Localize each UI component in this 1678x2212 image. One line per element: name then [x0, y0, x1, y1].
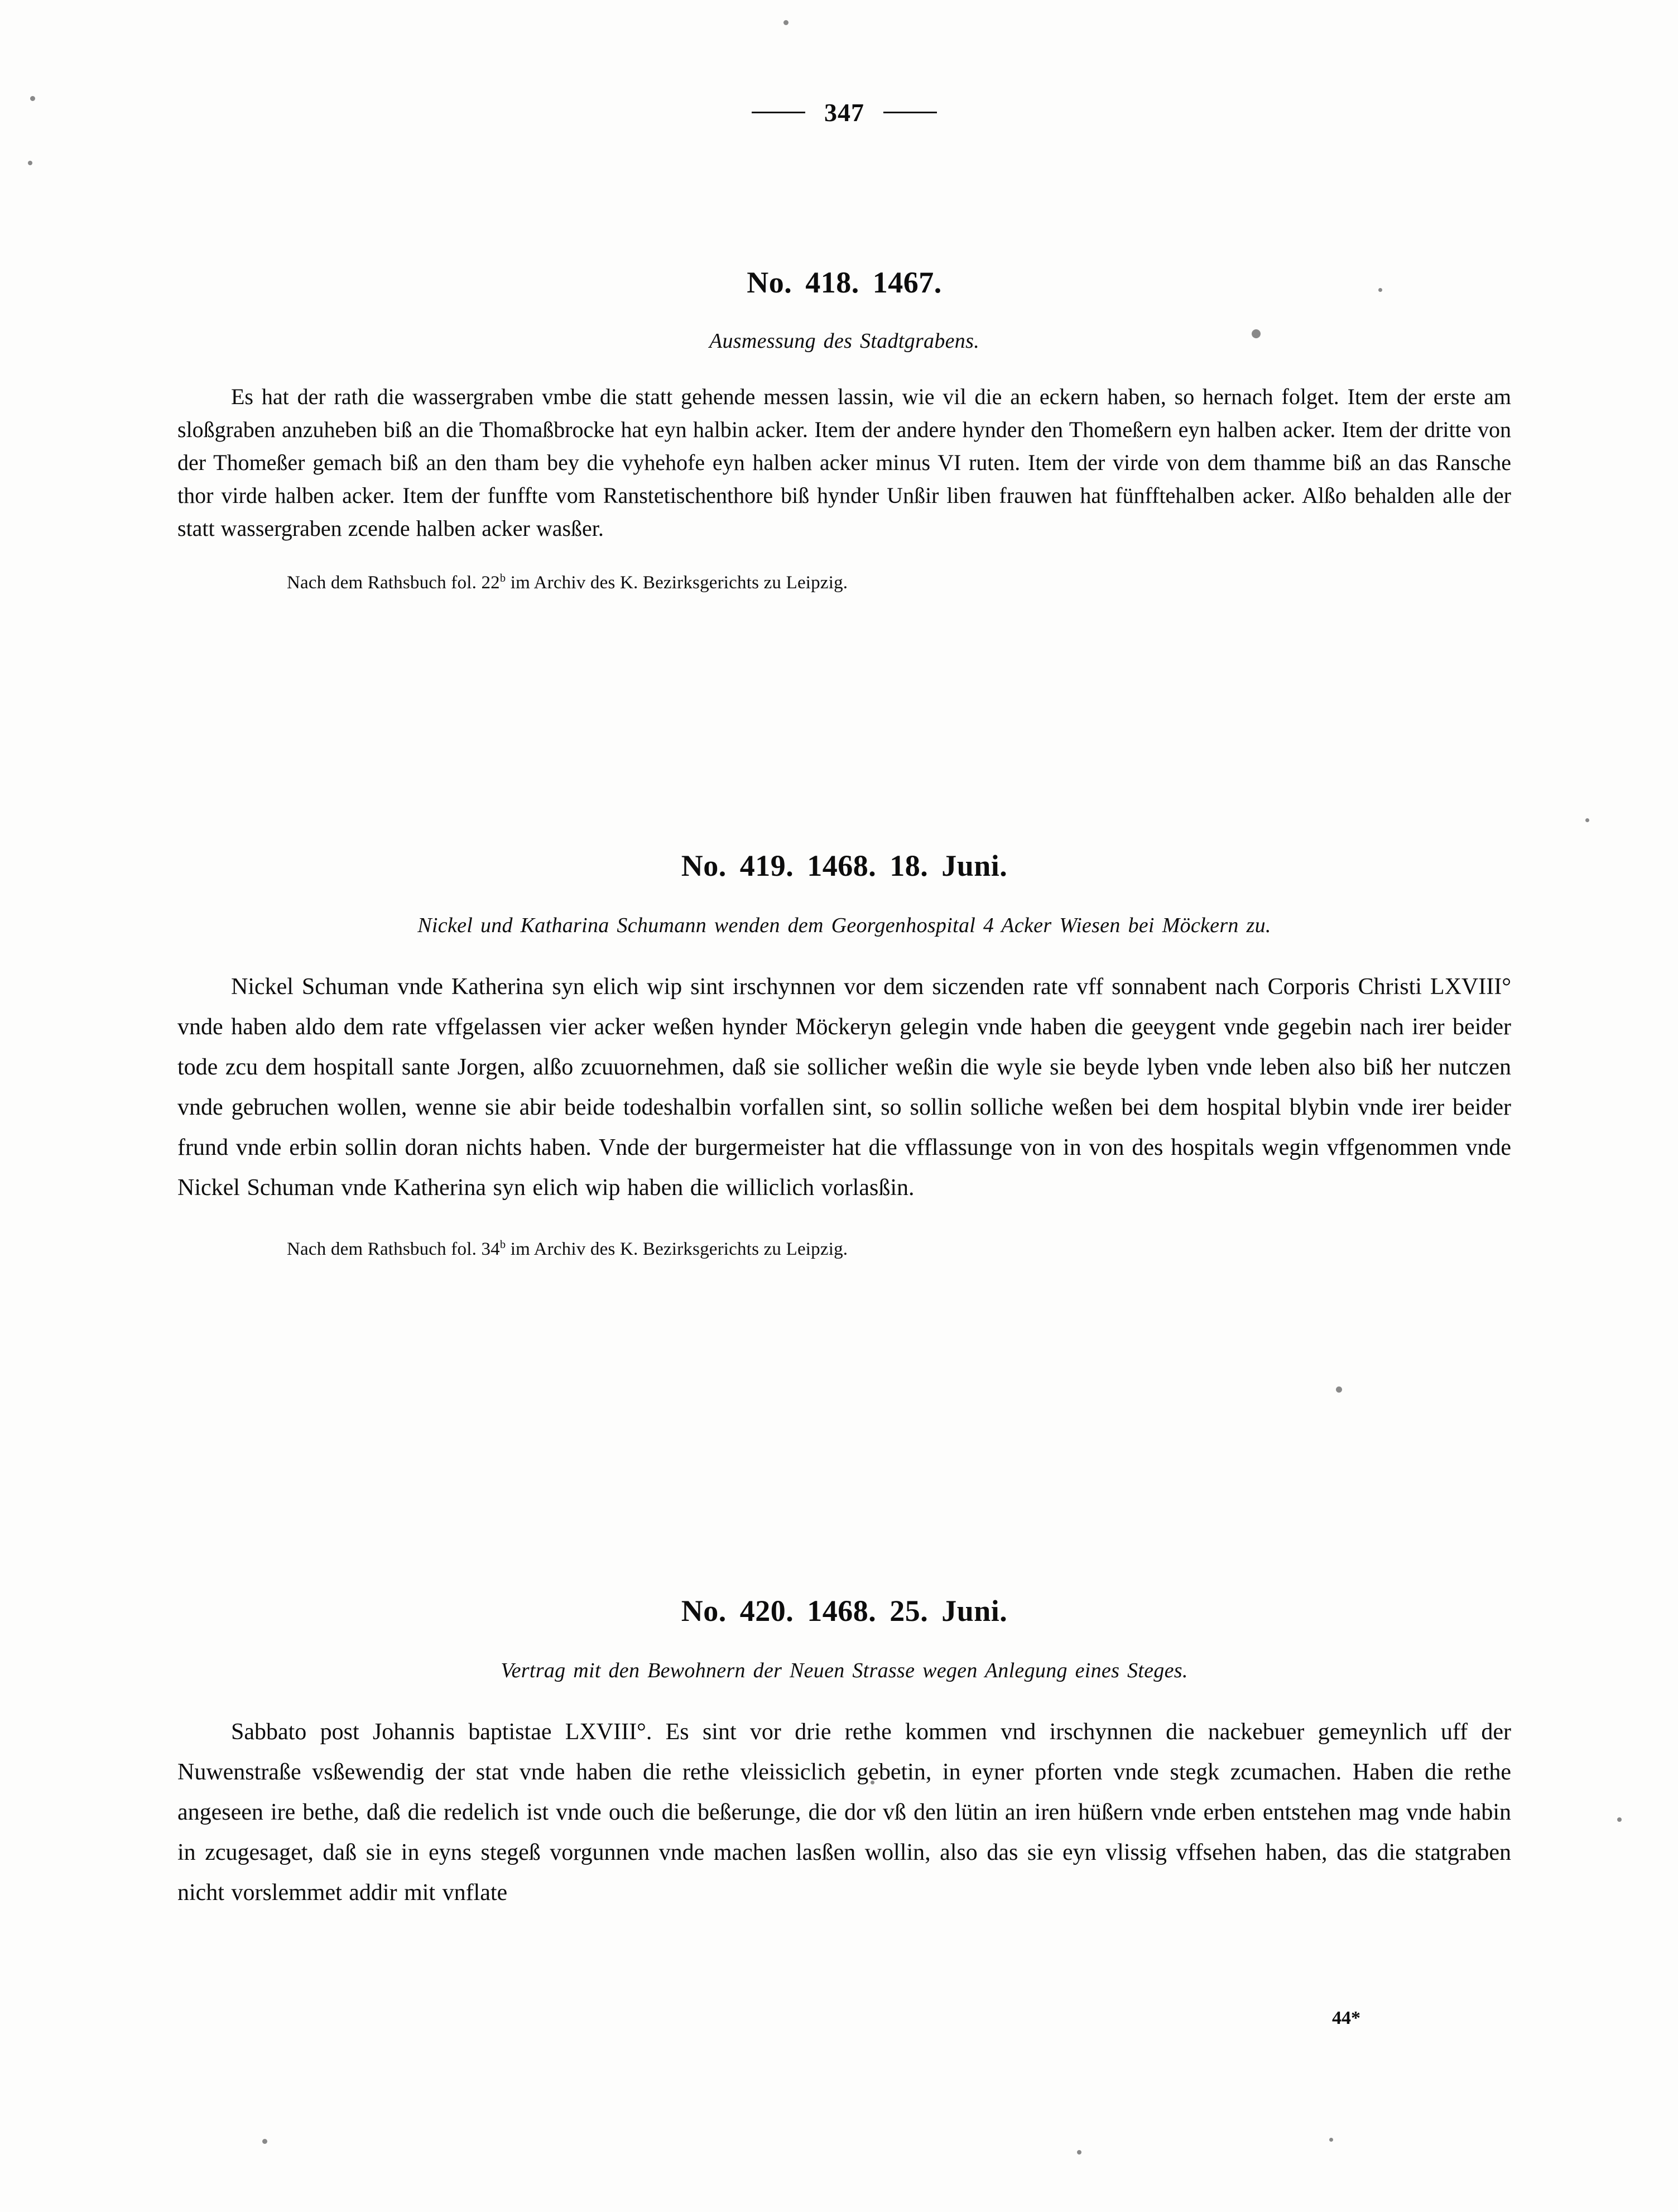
- section-418: [177, 265, 1511, 595]
- scan-speck: [1329, 2138, 1333, 2142]
- scan-speck: [30, 96, 35, 101]
- source-suffix: im Archiv des K. Bezirksgerichts zu Leipzig.: [506, 1239, 848, 1259]
- rule-left-icon: [752, 112, 805, 113]
- signature-mark: 44*: [1332, 2008, 1360, 2028]
- section-420: [177, 1594, 1511, 1913]
- scan-speck: [1585, 818, 1589, 822]
- scan-speck: [28, 161, 32, 165]
- section-subtitle: Nickel und Katharina Schumann wenden dem Georgenhospital 4 Acker Wiesen bei Möckern zu.: [417, 914, 1271, 937]
- section-body: Es hat der rath die wassergraben vmbe die statt gehende messen lassin, wie vil die an eckern haben, so hernach folget. Item der erste am sloßgraben anzuheben biß an die Thomaßbrocke hat eyn halbin acker. Item der andere hynder den Thomeßern eyn halben acker. Item der dritte von der Thomeßer gemach biß an den tham bey die vyhehofe eyn halben acker minus VI ruten. Item der virde von dem thamme biß an das Ransche thor virde halben acker. Item der funffte vom Ranstetischenthore biß hynder Unßir liben frauwen hat fünfftehalben acker. Alßo behalden alle der statt wassergraben zcende halben acker wasßer.: [177, 384, 1511, 541]
- scan-speck: [783, 20, 788, 25]
- source-prefix: Nach dem Rathsbuch fol. 22: [287, 573, 500, 593]
- source-folio-superscript: b: [499, 1239, 506, 1251]
- rule-right-icon: [883, 112, 937, 113]
- scan-speck: [262, 2139, 267, 2144]
- source-prefix: Nach dem Rathsbuch fol. 34: [287, 1239, 500, 1259]
- section-subtitle: Ausmessung des Stadtgrabens.: [709, 329, 979, 353]
- section-source: [177, 570, 1511, 595]
- scan-speck: [1336, 1386, 1342, 1393]
- source-suffix: im Archiv des K. Bezirksgerichts zu Leipzig.: [506, 573, 848, 593]
- source-folio-superscript: b: [499, 572, 506, 584]
- section-419: [177, 848, 1511, 1261]
- section-title: No. 419. 1468. 18. Juni.: [681, 849, 1008, 882]
- section-body: Nickel Schuman vnde Katherina syn elich wip sint irschynnen vor dem siczenden rate vff sonnabent nach Corporis Christi LXVIII° vnde haben aldo dem rate vffgelassen vier acker weßen hynder Möckeryn gelegin vnde haben die geeygent vnde gegebin nach irer beider tode zcu dem hospitall sante Jorgen, alßo zcuuornehmen, daß sie sollicher weßin die wyle sie beyde lyben vnde leben also biß her nutczen vnde gebruchen wollen, wenne sie abir beide todeshalbin vorfallen sint, so sollin solliche weßen bei dem hospital blybin vnde irer beider frund vnde erbin sollin doran nichts haben. Vnde der burgermeister hat die vfflassunge von in von des hospitals wegin vffgenommen vnde Nickel Schuman vnde Katherina syn elich wip haben die williclich vorlasßin.: [177, 974, 1511, 1201]
- section-title: No. 420. 1468. 25. Juni.: [681, 1594, 1008, 1628]
- section-title: No. 418. 1467.: [747, 266, 942, 299]
- scan-speck: [1617, 1817, 1622, 1822]
- scan-speck: [1077, 2150, 1081, 2155]
- section-source: [177, 1237, 1511, 1261]
- page-number: 347: [824, 98, 864, 127]
- running-head: [177, 98, 1511, 127]
- section-subtitle: Vertrag mit den Bewohnern der Neuen Strasse wegen Anlegung eines Steges.: [501, 1659, 1188, 1682]
- section-body: Sabbato post Johannis baptistae LXVIII°. Es sint vor drie rethe kommen vnd irschynnen die nackebuer gemeynlich uff der Nuwenstraße vsßewendig der stat vnde haben die rethe vleissiclich gebetin, in eyner pforten vnde stegk zcumachen. Haben die rethe angeseen ire bethe, daß die redelich ist vnde ouch die beßerunge, die dor vß den lütin an iren hüßern vnde erben entstehen mag vnde habin in zcugesaget, daß sie in eyns stegeß vorgunnen vnde machen lasßen wollin, also das sie eyn vlissig vffsehen haben, das die statgraben nicht vorslemmet addir mit vnflate: [177, 1719, 1511, 1906]
